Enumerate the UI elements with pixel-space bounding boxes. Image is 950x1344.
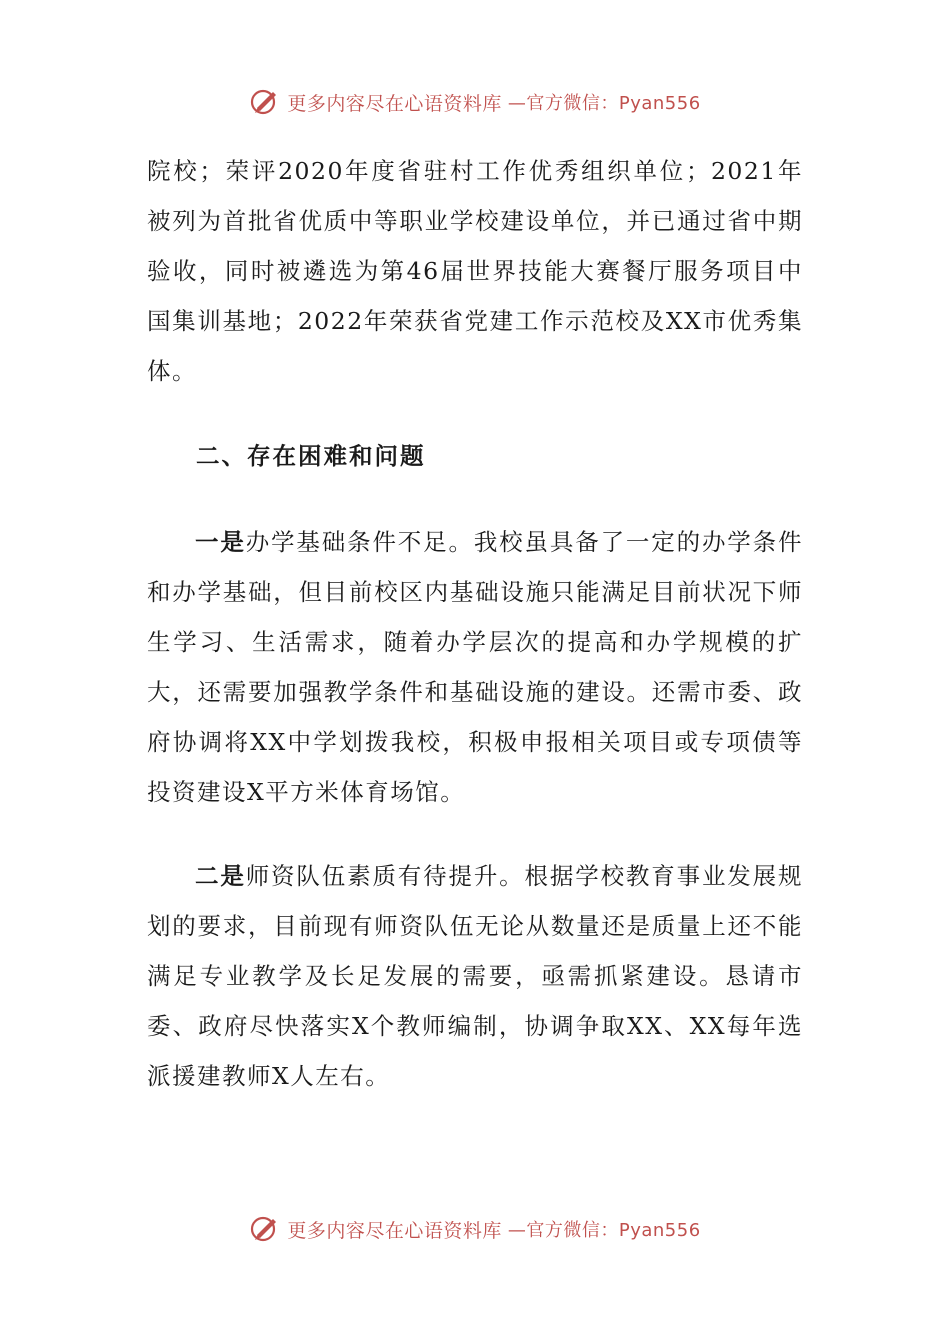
watermark-wechat-text: —官方微信：Pyan556 bbox=[507, 1220, 701, 1241]
item-lead-1: 一是 bbox=[195, 528, 246, 556]
item-paragraph-1 bbox=[147, 517, 803, 817]
item-text-1: 办学基础条件不足。我校虽具备了一定的办学条件和办学基础，但目前校区内基础设施只能满足目前状况下师生学习、生活需求，随着办学层次的提高和办学规模的扩大，还需要加强教学条件和基础设施的建设。还需市委、政府协调将XX中学划拨我校，积极申报相关项目或专项债等投资建设X平方米体育场馆。 bbox=[147, 528, 804, 806]
item-text-2: 师资队伍素质有待提升。根据学校教育事业发展规划的要求，目前现有师资队伍无论从数量还是质量上还不能满足专业教学及长足发展的需要，亟需抓紧建设。恳请市委、政府尽快落实X个教师编制，协调争取XX、XX每年选派援建教师X人左右。 bbox=[147, 862, 804, 1090]
section-heading: 二、存在困难和问题 bbox=[196, 442, 426, 470]
watermark-main-text: 更多内容尽在心语资料库 bbox=[287, 92, 502, 115]
watermark-wechat-text: —官方微信：Pyan556 bbox=[507, 93, 701, 114]
item-lead-2: 二是 bbox=[195, 862, 246, 890]
item-paragraph-2 bbox=[147, 851, 803, 1101]
watermark-header bbox=[0, 86, 950, 118]
intro-paragraph: 院校；荣评2020年度省驻村工作优秀组织单位；2021年被列为首批省优质中等职业学校建设单位，并已通过省中期验收，同时被遴选为第46届世界技能大赛餐厅服务项目中国集训基地；2022年荣获省党建工作示范校及XX市优秀集体。 bbox=[147, 157, 803, 385]
pen-logo-icon bbox=[249, 86, 281, 118]
watermark-footer bbox=[0, 1213, 950, 1245]
pen-logo-icon bbox=[249, 1213, 281, 1245]
watermark-main-text: 更多内容尽在心语资料库 bbox=[287, 1219, 502, 1242]
